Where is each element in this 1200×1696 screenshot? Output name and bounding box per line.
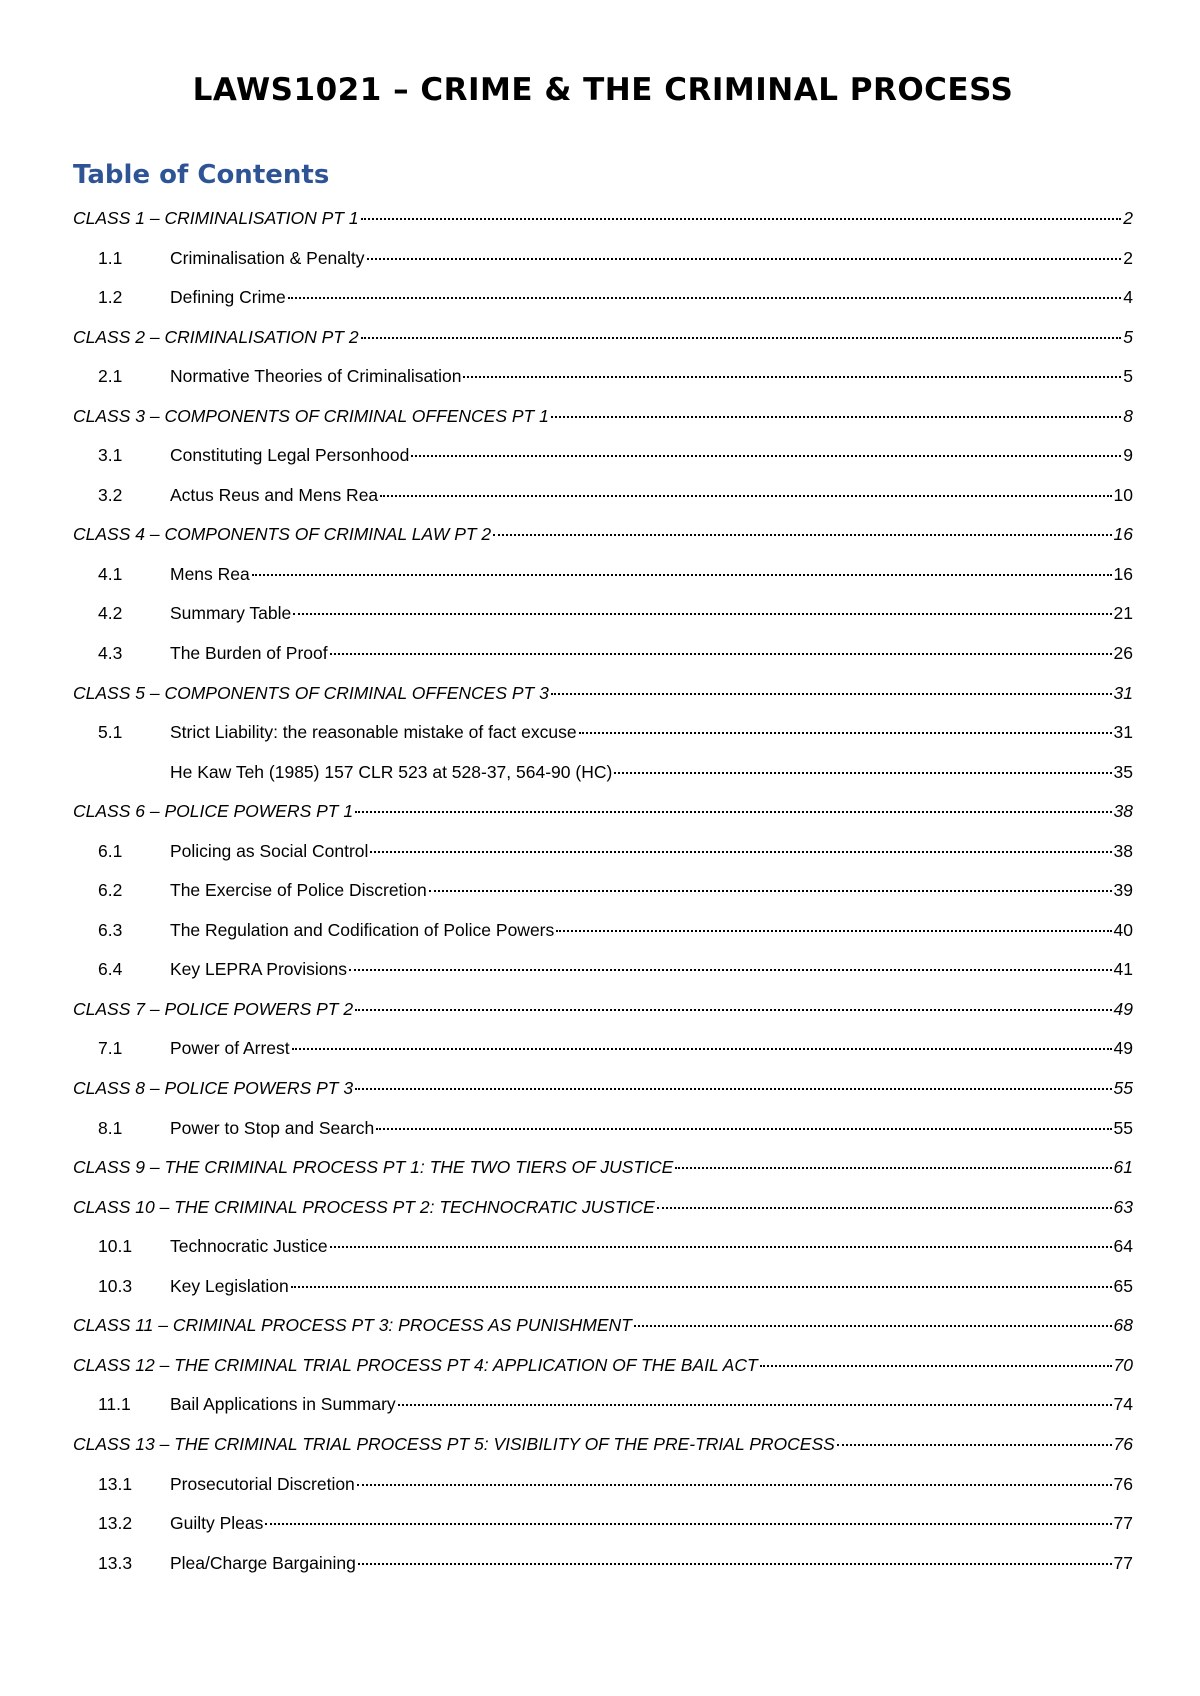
toc-entry-title: CLASS 1 – CRIMINALISATION PT 1: [73, 208, 359, 228]
toc-entry-page-number: 16: [1113, 563, 1133, 584]
toc-entry-class[interactable]: [73, 1155, 1133, 1195]
toc-dot-leader: [380, 495, 1111, 497]
toc-entry-section[interactable]: [73, 957, 1133, 997]
toc-entry-class[interactable]: [73, 206, 1133, 246]
toc-entry-title: Plea/Charge Bargaining: [170, 1552, 356, 1573]
toc-dot-leader: [463, 376, 1121, 378]
toc-heading: Table of Contents: [73, 160, 330, 190]
toc-entry-class[interactable]: [73, 1432, 1133, 1472]
toc-entry-section[interactable]: [73, 760, 1133, 800]
toc-entry-section[interactable]: [73, 1116, 1133, 1156]
toc-entry-class[interactable]: [73, 1313, 1133, 1353]
toc-dot-leader: [657, 1207, 1112, 1209]
toc-entry-title: Power to Stop and Search: [170, 1117, 375, 1138]
table-of-contents: [73, 206, 1133, 1590]
toc-entry-page-number: 4: [1123, 287, 1133, 308]
toc-entry-title: Defining Crime: [170, 287, 286, 308]
toc-entry-page-number: 77: [1113, 1552, 1133, 1573]
toc-entry-page-number: 41: [1113, 959, 1133, 980]
toc-entry-class[interactable]: [73, 681, 1133, 721]
toc-dot-leader: [675, 1167, 1111, 1169]
toc-dot-leader: [291, 1286, 1112, 1288]
toc-dot-leader: [551, 693, 1112, 695]
toc-entry-page-number: 9: [1123, 445, 1133, 466]
toc-entry-page-number: 55: [1113, 1117, 1133, 1138]
toc-entry-section[interactable]: [73, 1472, 1133, 1512]
toc-entry-title: CLASS 8 – POLICE POWERS PT 3: [73, 1078, 354, 1099]
toc-entry-title: Mens Rea: [170, 563, 250, 584]
toc-entry-title: CLASS 7 – POLICE POWERS PT 2: [73, 998, 354, 1019]
toc-entry-page-number: 68: [1113, 1315, 1133, 1336]
toc-entry-page-number: 31: [1113, 682, 1133, 703]
toc-entry-number: 6.2: [98, 880, 123, 901]
toc-entry-title: CLASS 11 – CRIMINAL PROCESS PT 3: PROCESS AS PUNISHMENT: [73, 1315, 632, 1336]
toc-dot-leader: [837, 1444, 1112, 1446]
document-title: LAWS1021 – CRIME & THE CRIMINAL PROCESS: [192, 72, 1014, 108]
toc-entry-number: 4.3: [98, 643, 123, 664]
toc-entry-page-number: 38: [1113, 840, 1133, 861]
toc-entry-section[interactable]: [73, 1234, 1133, 1274]
toc-entry-section[interactable]: [73, 878, 1133, 918]
toc-entry-title: Bail Applications in Summary: [170, 1394, 396, 1415]
toc-dot-leader: [398, 1404, 1112, 1406]
toc-entry-number: 10.3: [98, 1275, 133, 1296]
toc-entry-number: 13.3: [98, 1552, 133, 1573]
toc-entry-number: 5.1: [98, 722, 123, 743]
toc-entry-title: CLASS 5 – COMPONENTS OF CRIMINAL OFFENCES PT 3: [73, 682, 549, 703]
toc-entry-number: 6.1: [98, 840, 123, 861]
toc-entry-number: 1.2: [98, 287, 123, 308]
toc-entry-page-number: 49: [1113, 1038, 1133, 1059]
toc-dot-leader: [370, 851, 1111, 853]
toc-entry-number: 7.1: [98, 1038, 123, 1059]
toc-entry-section[interactable]: [73, 1551, 1133, 1591]
toc-entry-section[interactable]: [73, 1392, 1133, 1432]
toc-entry-number: 13.2: [98, 1513, 133, 1534]
toc-dot-leader: [293, 613, 1111, 615]
toc-entry-title: CLASS 3 – COMPONENTS OF CRIMINAL OFFENCES PT 1: [73, 405, 549, 426]
toc-entry-number: 6.3: [98, 919, 123, 940]
toc-entry-section[interactable]: [73, 246, 1133, 286]
toc-entry-number: 2.1: [98, 366, 123, 387]
toc-entry-section[interactable]: [73, 720, 1133, 760]
toc-entry-page-number: 21: [1113, 603, 1133, 624]
toc-entry-title: Normative Theories of Criminalisation: [170, 366, 462, 387]
toc-entry-title: The Regulation and Codification of Police Powers: [170, 919, 555, 940]
toc-entry-page-number: 65: [1113, 1275, 1133, 1296]
toc-dot-leader: [614, 772, 1111, 774]
toc-entry-title: CLASS 12 – THE CRIMINAL TRIAL PROCESS PT 4: APPLICATION OF THE BAIL ACT: [73, 1354, 758, 1375]
toc-entry-title: Power of Arrest: [170, 1038, 290, 1059]
toc-entry-page-number: 49: [1113, 998, 1133, 1019]
toc-dot-leader: [265, 1523, 1111, 1525]
toc-entry-section[interactable]: [73, 641, 1133, 681]
toc-dot-leader: [288, 297, 1122, 299]
toc-entry-section[interactable]: [73, 562, 1133, 602]
toc-entry-section[interactable]: [73, 443, 1133, 483]
toc-entry-number: 1.1: [98, 247, 123, 268]
toc-entry-class[interactable]: [73, 404, 1133, 444]
toc-entry-page-number: 55: [1113, 1078, 1133, 1099]
toc-dot-leader: [355, 811, 1111, 813]
toc-entry-page-number: 61: [1113, 1157, 1133, 1178]
toc-entry-page-number: 26: [1113, 643, 1133, 664]
toc-entry-section[interactable]: [73, 1511, 1133, 1551]
toc-dot-leader: [579, 732, 1112, 734]
toc-entry-page-number: 35: [1113, 761, 1133, 782]
toc-entry-page-number: 38: [1113, 801, 1133, 822]
toc-entry-page-number: 2: [1123, 247, 1133, 268]
toc-entry-page-number: 64: [1113, 1236, 1133, 1257]
toc-dot-leader: [367, 258, 1122, 260]
toc-entry-title: Policing as Social Control: [170, 840, 369, 861]
toc-dot-leader: [634, 1325, 1112, 1327]
toc-dot-leader: [355, 1088, 1111, 1090]
toc-entry-page-number: 8: [1123, 405, 1133, 426]
toc-dot-leader: [376, 1128, 1111, 1130]
toc-entry-section[interactable]: [73, 483, 1133, 523]
toc-entry-section[interactable]: [73, 839, 1133, 879]
toc-entry-page-number: 39: [1113, 880, 1133, 901]
toc-entry-number: 3.2: [98, 484, 123, 505]
toc-entry-title: CLASS 2 – CRIMINALISATION PT 2: [73, 326, 359, 347]
toc-entry-title: CLASS 6 – POLICE POWERS PT 1: [73, 801, 354, 822]
toc-entry-title: CLASS 4 – COMPONENTS OF CRIMINAL LAW PT 2: [73, 524, 492, 545]
toc-entry-title: CLASS 13 – THE CRIMINAL TRIAL PROCESS PT 5: VISIBILITY OF THE PRE-TRIAL PROCESS: [73, 1433, 835, 1454]
toc-entry-title: He Kaw Teh (1985) 157 CLR 523 at 528-37, 564-90 (HC): [170, 761, 613, 782]
toc-entry-class[interactable]: [73, 1353, 1133, 1393]
toc-entry-page-number: 5: [1123, 326, 1133, 347]
toc-entry-page-number: 5: [1123, 366, 1133, 387]
toc-entry-page-number: 74: [1113, 1394, 1133, 1415]
toc-entry-number: 4.2: [98, 603, 123, 624]
toc-entry-page-number: 70: [1113, 1354, 1133, 1375]
toc-entry-section[interactable]: [73, 285, 1133, 325]
toc-entry-title: Criminalisation & Penalty: [170, 247, 365, 268]
toc-entry-section[interactable]: [73, 1036, 1133, 1076]
toc-dot-leader: [361, 337, 1122, 339]
toc-dot-leader: [292, 1048, 1112, 1050]
toc-entry-number: 10.1: [98, 1236, 133, 1257]
toc-entry-number: 6.4: [98, 959, 123, 980]
toc-entry-page-number: 76: [1113, 1433, 1133, 1454]
toc-dot-leader: [551, 416, 1121, 418]
toc-entry-title: Guilty Pleas: [170, 1513, 264, 1534]
toc-entry-title: Actus Reus and Mens Rea: [170, 484, 379, 505]
toc-entry-section[interactable]: [73, 918, 1133, 958]
toc-entry-page-number: 40: [1113, 919, 1133, 940]
toc-dot-leader: [358, 1563, 1112, 1565]
toc-entry-page-number: 31: [1113, 722, 1133, 743]
toc-entry-class[interactable]: [73, 1195, 1133, 1235]
toc-dot-leader: [355, 1009, 1111, 1011]
toc-entry-title: Key LEPRA Provisions: [170, 959, 348, 980]
toc-entry-page-number: 76: [1113, 1473, 1133, 1494]
toc-entry-title: Constituting Legal Personhood: [170, 445, 410, 466]
toc-entry-section[interactable]: [73, 364, 1133, 404]
toc-dot-leader: [411, 455, 1121, 457]
toc-entry-number: 4.1: [98, 563, 123, 584]
toc-entry-class[interactable]: [73, 997, 1133, 1037]
toc-dot-leader: [252, 574, 1112, 576]
toc-entry-class[interactable]: [73, 1076, 1133, 1116]
toc-entry-title: CLASS 10 – THE CRIMINAL PROCESS PT 2: TECHNOCRATIC JUSTICE: [73, 1196, 655, 1217]
toc-entry-number: 11.1: [98, 1394, 131, 1415]
toc-entry-number: 13.1: [98, 1473, 133, 1494]
toc-entry-page-number: 2: [1123, 208, 1133, 228]
toc-entry-page-number: 63: [1113, 1196, 1133, 1217]
toc-dot-leader: [493, 534, 1111, 536]
toc-entry-class[interactable]: [73, 522, 1133, 562]
toc-entry-number: 8.1: [98, 1117, 123, 1138]
toc-entry-class[interactable]: [73, 325, 1133, 365]
toc-dot-leader: [330, 1246, 1112, 1248]
toc-entry-title: Summary Table: [170, 603, 292, 624]
toc-entry-page-number: 16: [1113, 524, 1133, 545]
toc-dot-leader: [760, 1365, 1112, 1367]
toc-dot-leader: [429, 890, 1112, 892]
toc-entry-title: CLASS 9 – THE CRIMINAL PROCESS PT 1: THE TWO TIERS OF JUSTICE: [73, 1157, 674, 1178]
toc-entry-section[interactable]: [73, 1274, 1133, 1314]
toc-entry-page-number: 77: [1113, 1513, 1133, 1534]
toc-entry-title: Strict Liability: the reasonable mistake of fact excuse: [170, 722, 577, 743]
toc-entry-title: Prosecutorial Discretion: [170, 1473, 355, 1494]
toc-entry-title: Technocratic Justice: [170, 1236, 328, 1257]
toc-dot-leader: [361, 218, 1122, 220]
toc-dot-leader: [330, 653, 1112, 655]
toc-entry-section[interactable]: [73, 601, 1133, 641]
toc-entry-title: The Exercise of Police Discretion: [170, 880, 427, 901]
toc-entry-page-number: 10: [1113, 484, 1133, 505]
toc-dot-leader: [349, 969, 1112, 971]
toc-entry-number: 3.1: [98, 445, 123, 466]
toc-entry-title: The Burden of Proof: [170, 643, 328, 664]
toc-entry-class[interactable]: [73, 799, 1133, 839]
toc-entry-title: Key Legislation: [170, 1275, 289, 1296]
toc-dot-leader: [357, 1484, 1112, 1486]
toc-dot-leader: [556, 930, 1111, 932]
